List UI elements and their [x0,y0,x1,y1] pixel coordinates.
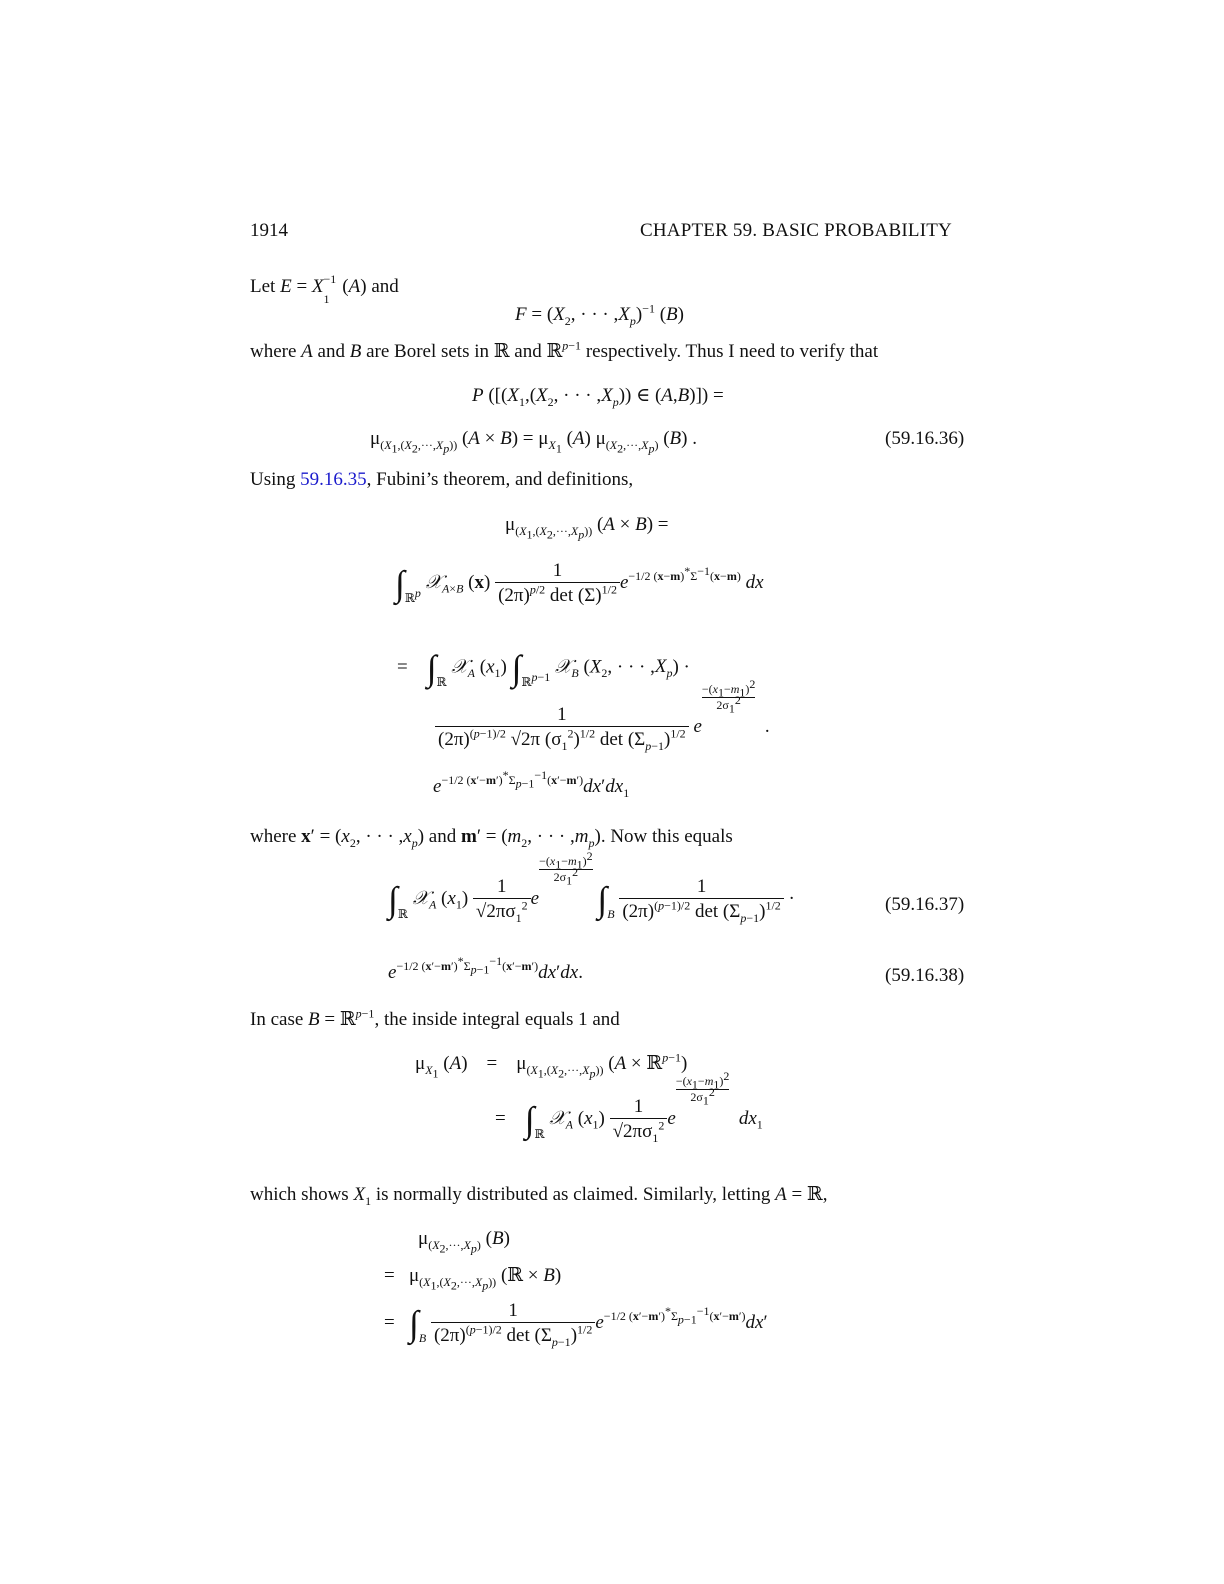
which-shows-line: which shows $X_1$ is normally distributed as claimed. Similarly, letting A = ℝ, [250,1184,828,1208]
equation-number-38: (59.16.38) [885,965,965,986]
integral-chain-line2: $\frac{1}{(2\pi)^{(p-1)/2} √2\pi (\sigma_1^2)^{1/2} \det (\Sigma_{p-1})^{1/2}}$ e $\frac{-(x_1-m_1)^2}{2\sigma_1^2}$ . [435,704,770,751]
equation-36: $\mu_{(X_1,(X_2,\cdot\cdot\cdot,X_p))}$ $(A \times B) = \mu_{X_1}$ (A) $\mu_{(X_2,\cdot\cdot\cdot,X_p)}$ (B) . [370,428,697,456]
let-line: Let $E = X_1^{-1}$ (A) and [250,271,399,306]
page-number: 1914 [250,220,288,241]
equation-mu-AB: $\mu_{(X_1,(X_2,\cdot\cdot\cdot,X_p))}$ (A × B) = [505,514,669,542]
using-line: Using 59.16.35, Fubini’s theorem, and definitions, [250,469,634,490]
equation-P: P ([($X_1,(X_2$, · · · $,X_p$)) ∈ (A,B)]) = [472,385,724,409]
equation-mu-RB: = $\mu_{(X_1,(X_2,\cdot\cdot\cdot,X_p))}$ (ℝ × B) [384,1265,562,1293]
chapter-title: CHAPTER 59. BASIC PROBABILITY [640,220,952,241]
equation-mu-X1: $\mu_{X_1}$ (A) = $\mu_{(X_1,(X_2,\cdot\cdot\cdot,X_p))}$ (A × ℝ$^{p-1}$) [415,1050,688,1081]
equation-37: $\int_ℝ$ 𝒳$_A$ $(x_1)$ $\frac{1}{√2\pi\sigma_1^2}$ e $\frac{-(x_1-m_1)^2}{2\sigma_1^2}$ $\int_B$ $\frac{1}{(2\pi)^{(p-1)/2} \det (\Sigma_{p-1})^{1/2}}$ · [388,849,795,925]
integral-chain-line3: $e^{-1/2 (x'-m')^*\Sigma_{p-1}^{-1}(x'-m')}dx'dx_1$ [433,768,630,800]
equation-mu-Xp: $\mu_{(X_2,\cdot\cdot\cdot,X_p)}$ (B) [418,1228,510,1256]
equation-number-37: (59.16.37) [885,894,965,915]
where-sets-line: where A and B are Borel sets in ℝ and ℝ$^{p-1}$ respectively. Thus I need to verify that [250,338,879,362]
where-x-line: where $x' = (x_2$, · · · $,x_p$) and $m' = (m_2$, · · · $,m_p$). Now this equals [250,826,733,850]
equation-final-integral: = $\int_B$ $\frac{1}{(2\pi)^{(p-1)/2} \det (\Sigma_{p-1})^{1/2}}$ $e^{-1/2 (x'-m')^*\Sigma_{p-1}^{-1}(x'-m')}dx'$ [384,1300,768,1349]
equation-reference-link[interactable]: 59.16.35 [300,469,367,490]
equation-number-36: (59.16.36) [885,428,965,449]
equation-mu-X1-integral: = $\int_ℝ$ 𝒳$_A$ $(x_1)$ $\frac{1}{√2\pi\sigma_1^2}$ e $\frac{-(x_1-m_1)^2}{2\sigma_1^2}$ $dx_1$ [495,1069,763,1145]
in-case-line: In case B = ℝ$^{p-1}$, the inside integral equals 1 and [250,1006,620,1030]
integral-chain-line1: = $\int_ℝ$ 𝒳$_A$ $(x_1)$ $\int_{ℝ^{p-1}}$ 𝒳$_B$ ($X_2$, · · · $,X_p$) · [397,648,690,690]
equation-38: $e^{-1/2 (x'-m')^*\Sigma_{p-1}^{-1}(x'-m')}dx'dx$. [388,954,583,983]
integral-Rp: $\int_{ℝ^p}$ 𝒳$_{A\times B}$ (x) $\frac{1}{(2\pi)^{p/2} \det (\Sigma)^{1/2}}$ $e^{-1/2 (x-m)^*\Sigma^{-1}(x-m)}$ dx [395,560,764,606]
equation-F: $F = (X_2$, · · · $,X_p)^{-1}$ (B) [515,301,684,328]
